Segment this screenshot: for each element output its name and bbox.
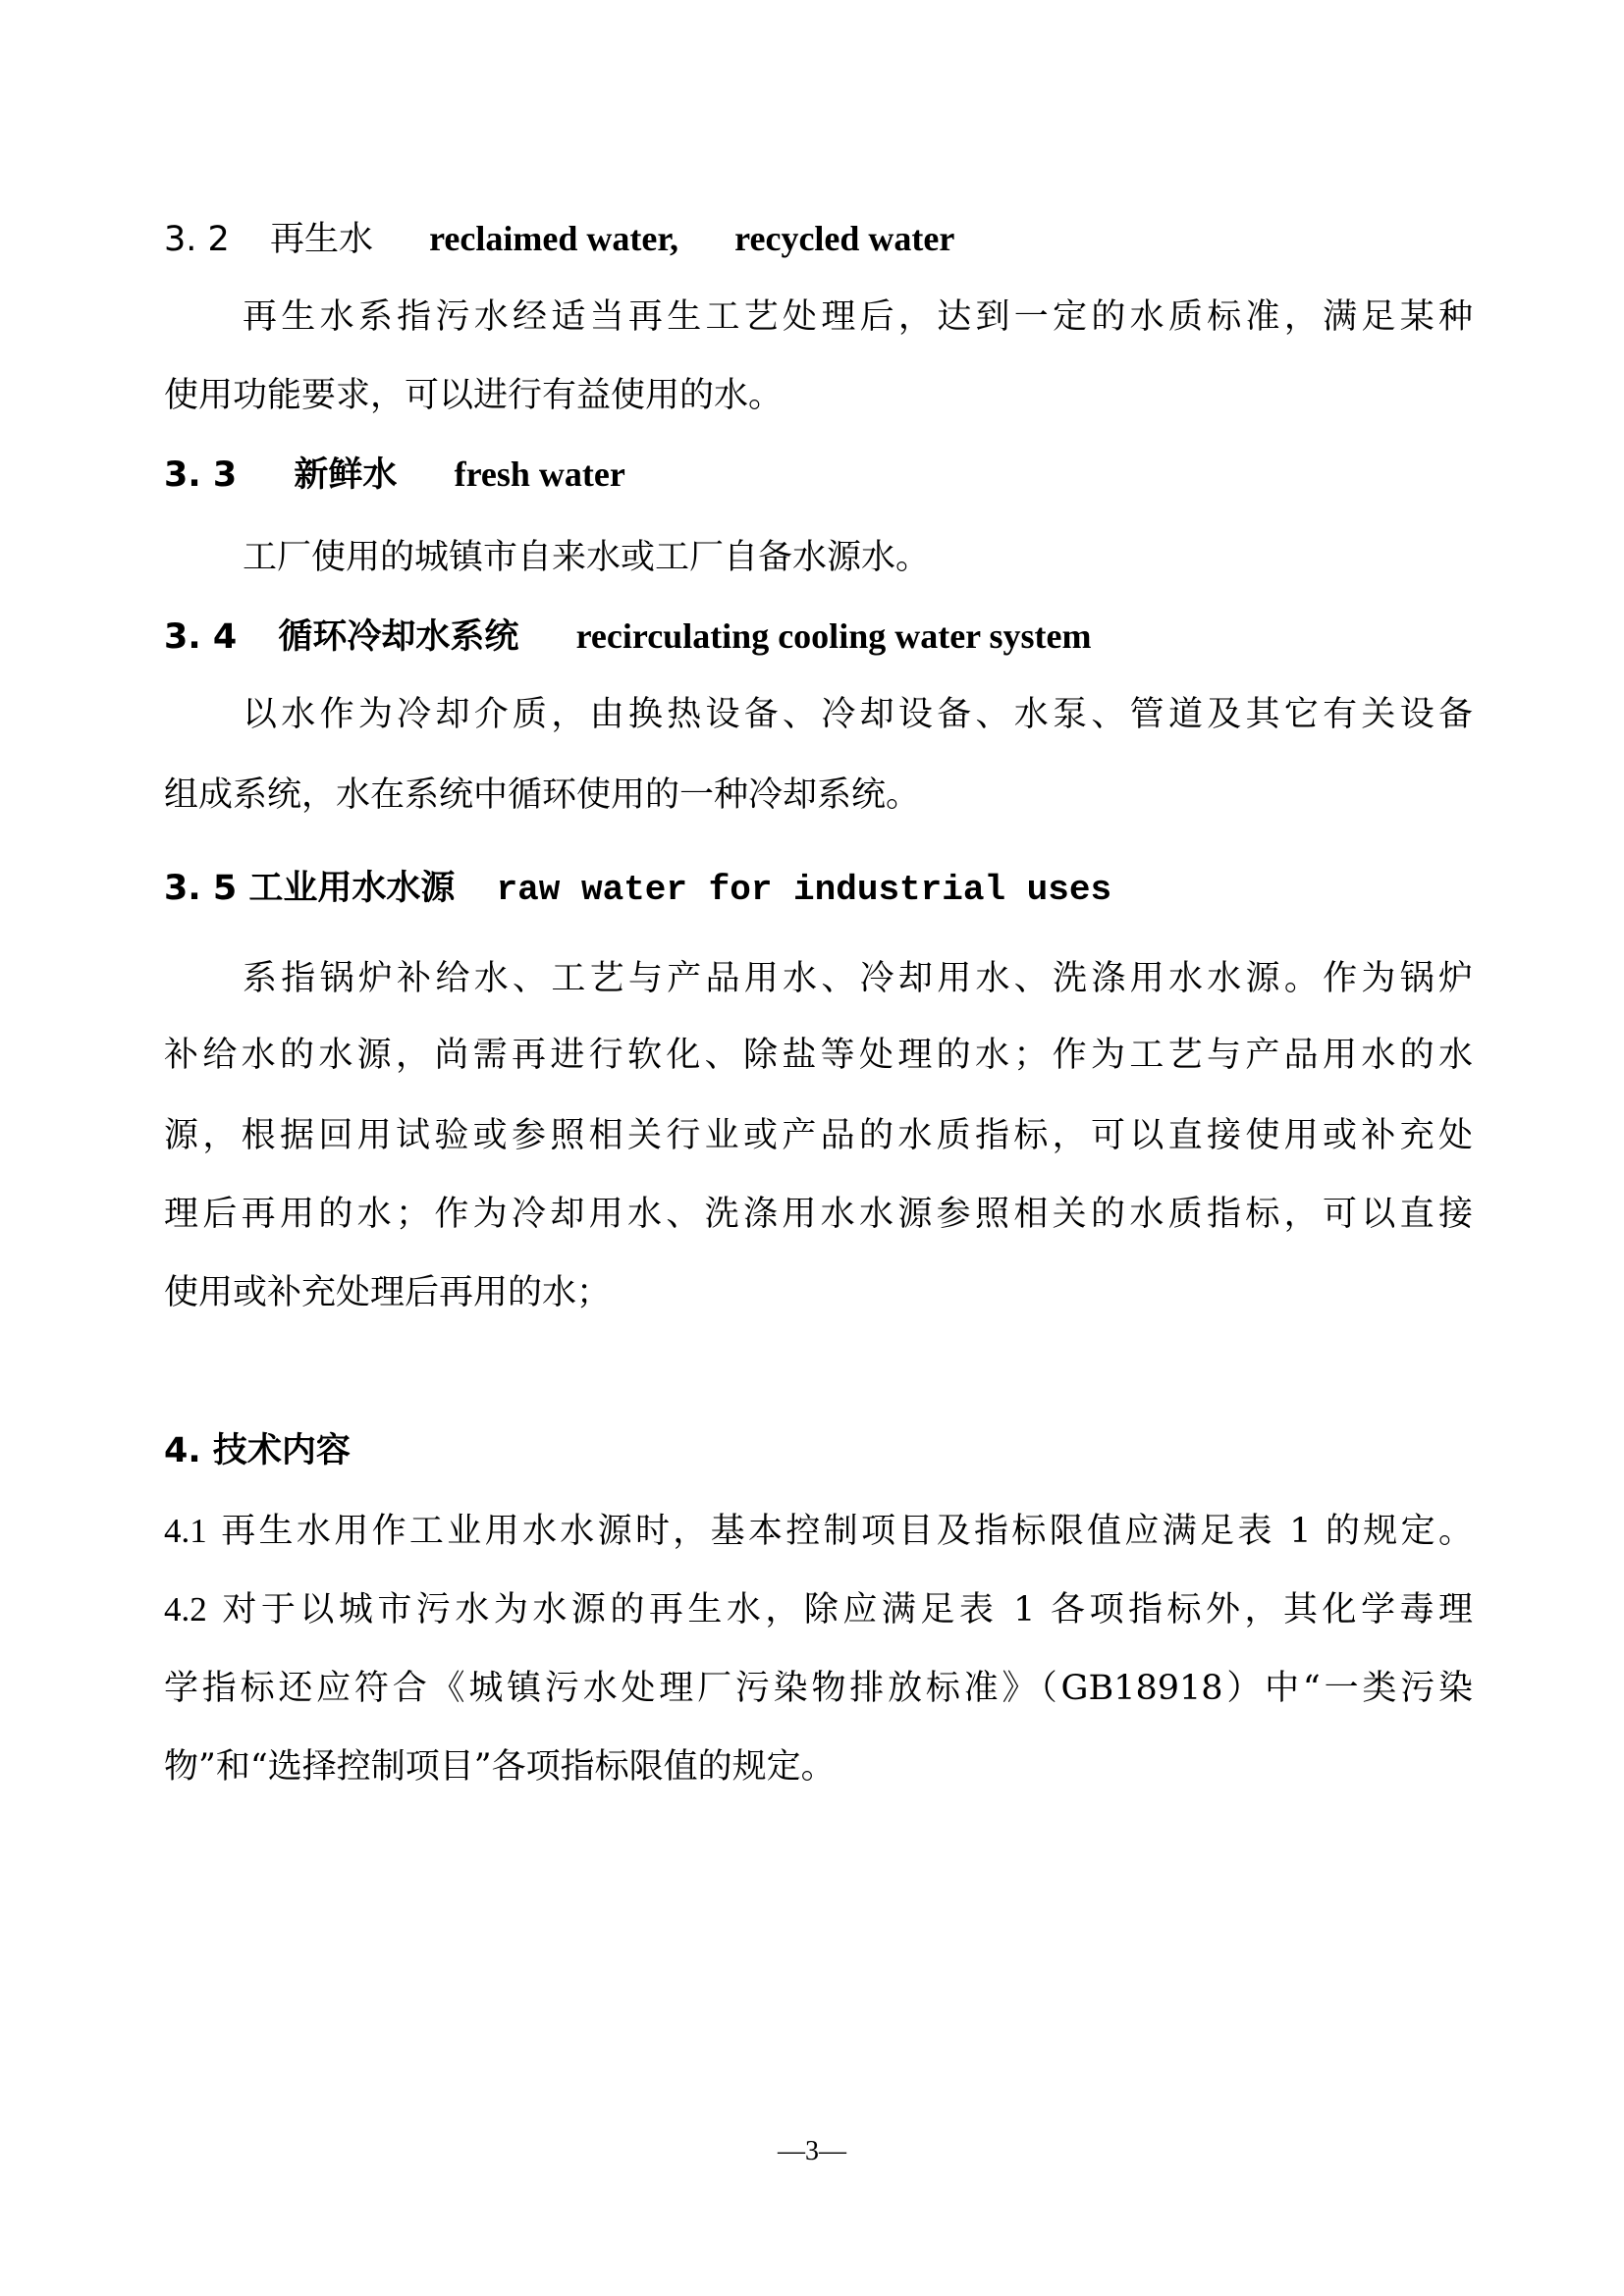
section-heading-3-3 bbox=[164, 453, 1473, 497]
paragraph-line: 学指标还应符合《城镇污水处理厂污染物排放标准》（GB18918）中“一类污染 bbox=[164, 1669, 1473, 1708]
section-title-en: recirculating cooling water system bbox=[575, 616, 1092, 656]
section-heading-3-5 bbox=[164, 867, 1473, 912]
clause-number: 4.2 bbox=[164, 1590, 207, 1629]
paragraph-line: 工厂使用的城镇市自来水或工厂自备水源水。 bbox=[243, 538, 931, 577]
section-title-zh: 循环冷却水系统 bbox=[278, 617, 519, 657]
paragraph-line: 使用或补充处理后再用的水； bbox=[164, 1273, 612, 1312]
paragraph-line: 以水作为冷却介质，由换热设备、冷却设备、水泵、管道及其它有关设备 bbox=[243, 695, 1473, 734]
clause-number: 4.1 bbox=[164, 1512, 207, 1550]
section-number: 3. 3 bbox=[164, 455, 238, 495]
clause-4-1 bbox=[164, 1510, 1473, 1553]
paragraph-line: 系指锅炉补给水、工艺与产品用水、冷却用水、洗涤用水水源。作为锅炉 bbox=[243, 959, 1473, 998]
section-heading-4: 4. 技术内容 bbox=[164, 1431, 351, 1470]
page-number: —3— bbox=[778, 2136, 846, 2166]
section-title-en: raw water for industrial uses bbox=[496, 870, 1112, 910]
paragraph-line: 使用功能要求，可以进行有益使用的水。 bbox=[164, 376, 784, 415]
section-title-en: fresh water bbox=[454, 454, 625, 494]
section-number: 3. 5 bbox=[164, 869, 238, 908]
paragraph-line: 再生水系指污水经适当再生工艺处理后，达到一定的水质标准，满足某种 bbox=[243, 297, 1473, 337]
paragraph-line: 补给水的水源，尚需再进行软化、除盐等处理的水；作为工艺与产品用水的水 bbox=[164, 1036, 1473, 1075]
paragraph-line: 组成系统，水在系统中循环使用的一种冷却系统。 bbox=[164, 775, 921, 815]
section-title-en: reclaimed water, bbox=[429, 219, 679, 258]
section-heading-3-4 bbox=[164, 614, 1473, 659]
clause-text: 对于以城市污水为水源的再生水，除应满足表 1 各项指标外，其化学毒理 bbox=[222, 1590, 1473, 1629]
section-heading-3-2 bbox=[164, 217, 1473, 261]
section-title-en-alt: recycled water bbox=[734, 219, 955, 258]
section-title-zh: 新鲜水 bbox=[294, 455, 398, 495]
section-title-zh: 工业用水水源 bbox=[248, 869, 456, 908]
paragraph-line: 物”和“选择控制项目”各项指标限值的规定。 bbox=[164, 1747, 836, 1787]
section-number: 3. 4 bbox=[164, 617, 238, 657]
section-number: 3. 2 bbox=[164, 220, 230, 259]
paragraph-line: 源，根据回用试验或参照相关行业或产品的水质指标，可以直接使用或补充处 bbox=[164, 1116, 1473, 1155]
section-title-zh: 再生水 bbox=[269, 220, 373, 259]
clause-4-2 bbox=[164, 1588, 1473, 1631]
paragraph-line: 理后再用的水；作为冷却用水、洗涤用水水源参照相关的水质指标，可以直接 bbox=[164, 1195, 1473, 1234]
clause-text: 再生水用作工业用水水源时，基本控制项目及指标限值应满足表 1 的规定。 bbox=[221, 1512, 1473, 1551]
